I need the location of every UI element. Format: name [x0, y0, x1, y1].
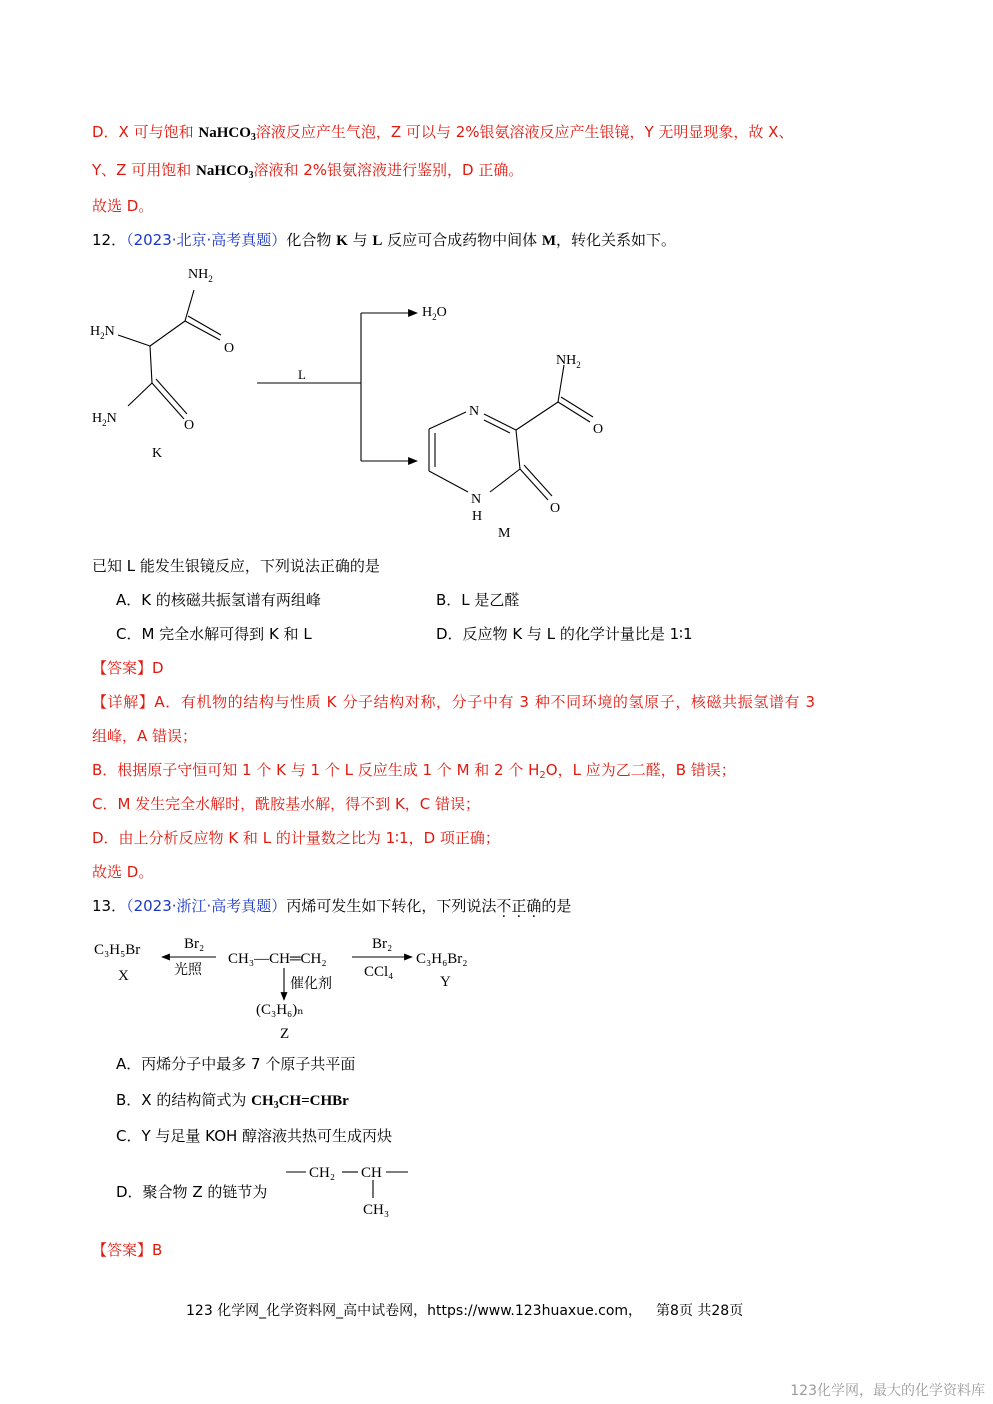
svg-text:催化剂: 催化剂 — [290, 976, 332, 992]
reaction-scheme-13 — [88, 928, 508, 1048]
svg-text:O: O — [593, 422, 604, 437]
svg-text:N: N — [469, 404, 480, 419]
page-number: 第8页 共28页 — [656, 1303, 744, 1319]
nahco3-formula: NaHCO$_3$ — [198, 125, 256, 143]
svg-text:Z: Z — [280, 1026, 290, 1042]
q12-detail-4: C．M 发生完全水解时，酰胺基水解，得不到 K，C 错误； — [92, 795, 481, 813]
q12-detail-1: 【详解】A．有机物的结构与性质 K 分子结构对称，分子中有 3 种不同环境的氢原子，核磁共振氢谱有 3 — [92, 693, 816, 711]
q13-option-a: A．丙烯分子中最多 7 个原子共平面 — [116, 1055, 356, 1073]
q12-detail-5: D．由上分析反应物 K 和 L 的计量数之比为 1∶1，D 项正确； — [92, 829, 500, 847]
molecule-m — [429, 365, 593, 500]
svg-text:光照: 光照 — [174, 962, 202, 978]
label-k: K — [152, 446, 163, 461]
prev-answer-choose: 故选 D。 — [92, 197, 154, 215]
q12-choose: 故选 D。 — [92, 863, 154, 881]
svg-text:O: O — [184, 418, 195, 433]
svg-text:C₃H₅Br: C₃H₅Br — [94, 942, 141, 958]
svg-text:Br₂: Br₂ — [184, 936, 205, 952]
svg-text:CH₃: CH₃ — [363, 1202, 390, 1218]
question-13-stem: 13．（2023·浙江·高考真题）丙烯可发生如下转化，下列说法不正确的是 — [92, 897, 572, 915]
q12-answer: 【答案】D — [92, 659, 164, 677]
svg-text:O: O — [224, 341, 235, 356]
q12-detail-2: 组峰，A 错误； — [92, 727, 198, 745]
arrow-label-l: L — [298, 367, 306, 382]
svg-text:O: O — [550, 501, 561, 516]
q13-option-b: B．X 的结构简式为 $CH_3CH=CHBr$ — [116, 1091, 349, 1111]
question-source[interactable]: （2023·浙江·高考真题） — [126, 897, 287, 915]
svg-text:CCl₄: CCl₄ — [364, 964, 394, 980]
product-water: $H_2O$ — [422, 305, 447, 322]
watermark: 123化学网，最大的化学资料库 — [790, 1383, 985, 1399]
page-footer — [186, 1300, 743, 1320]
svg-text:(C₃H₆)ₙ: (C₃H₆)ₙ — [256, 1002, 304, 1018]
q12-detail-3: B．根据原子守恒可知 1 个 K 与 1 个 L 反应生成 1 个 M 和 2 个 $H_2O$，L 应为乙二醛，B 错误； — [92, 761, 736, 781]
svg-text:CH₂: CH₂ — [309, 1165, 336, 1181]
svg-text:NH2: $NH_2$ — [556, 353, 581, 370]
svg-text:H: H — [472, 509, 483, 524]
svg-text:Y: Y — [440, 974, 451, 990]
question-12-stem: 12．（2023·北京·高考真题）化合物 K 与 L 反应可合成药物中间体 M，转化关系如下。 — [92, 231, 677, 249]
svg-text:X: X — [118, 968, 129, 984]
svg-text:N: N — [471, 492, 482, 507]
q13-option-c: C．Y 与足量 KOH 醇溶液共热可生成丙炔 — [116, 1127, 393, 1145]
chain-unit-structure — [282, 1156, 422, 1226]
reaction-scheme-12 — [80, 258, 640, 548]
svg-text:CH₃—CH═CH₂: CH₃—CH═CH₂ — [228, 951, 327, 967]
svg-text:C₃H₆Br₂: C₃H₆Br₂ — [416, 951, 468, 967]
svg-text:NH2: $NH_2$ — [188, 267, 213, 284]
q13-option-d: D．聚合物 Z 的链节为 — [116, 1183, 268, 1201]
x-structure-formula: $CH_3CH=CHBr$ — [251, 1093, 349, 1111]
footer-link-text[interactable]: 123 化学网_化学资料网_高中试卷网，https://www.123huaxue.com， — [186, 1303, 643, 1319]
nahco3-formula: NaHCO$_3$ — [195, 163, 254, 181]
q12-option-d: D．反应物 K 与 L 的化学计量比是 1∶1 — [436, 625, 693, 643]
q12-option-b: B．L 是乙醛 — [436, 591, 520, 609]
prev-answer-line-2: Y、Z 可用饱和 NaHCO$_3$溶液和 2%银氨溶液进行鉴别，D 正确。 — [92, 161, 524, 181]
prev-answer-line-1: D．X 可与饱和 NaHCO$_3$溶液反应产生气泡，Z 可以与 2%银氨溶液反应产生银镜，Y 无明显现象，故 X、 — [92, 123, 794, 143]
svg-text:H2N: $H_2N$ — [90, 324, 115, 341]
q12-option-c: C．M 完全水解可得到 K 和 L — [116, 625, 312, 643]
q12-option-a: A．K 的核磁共振氢谱有两组峰 — [116, 591, 321, 609]
question-source[interactable]: （2023·北京·高考真题） — [126, 231, 287, 249]
svg-text:H2N: $H_2N$ — [92, 411, 117, 428]
svg-text:CH: CH — [361, 1165, 382, 1181]
label-m: M — [498, 526, 511, 541]
question-12-known: 已知 L 能发生银镜反应，下列说法正确的是 — [92, 557, 380, 575]
q13-answer: 【答案】B — [92, 1241, 163, 1259]
molecule-k — [118, 290, 221, 419]
svg-text:Br₂: Br₂ — [372, 936, 393, 952]
